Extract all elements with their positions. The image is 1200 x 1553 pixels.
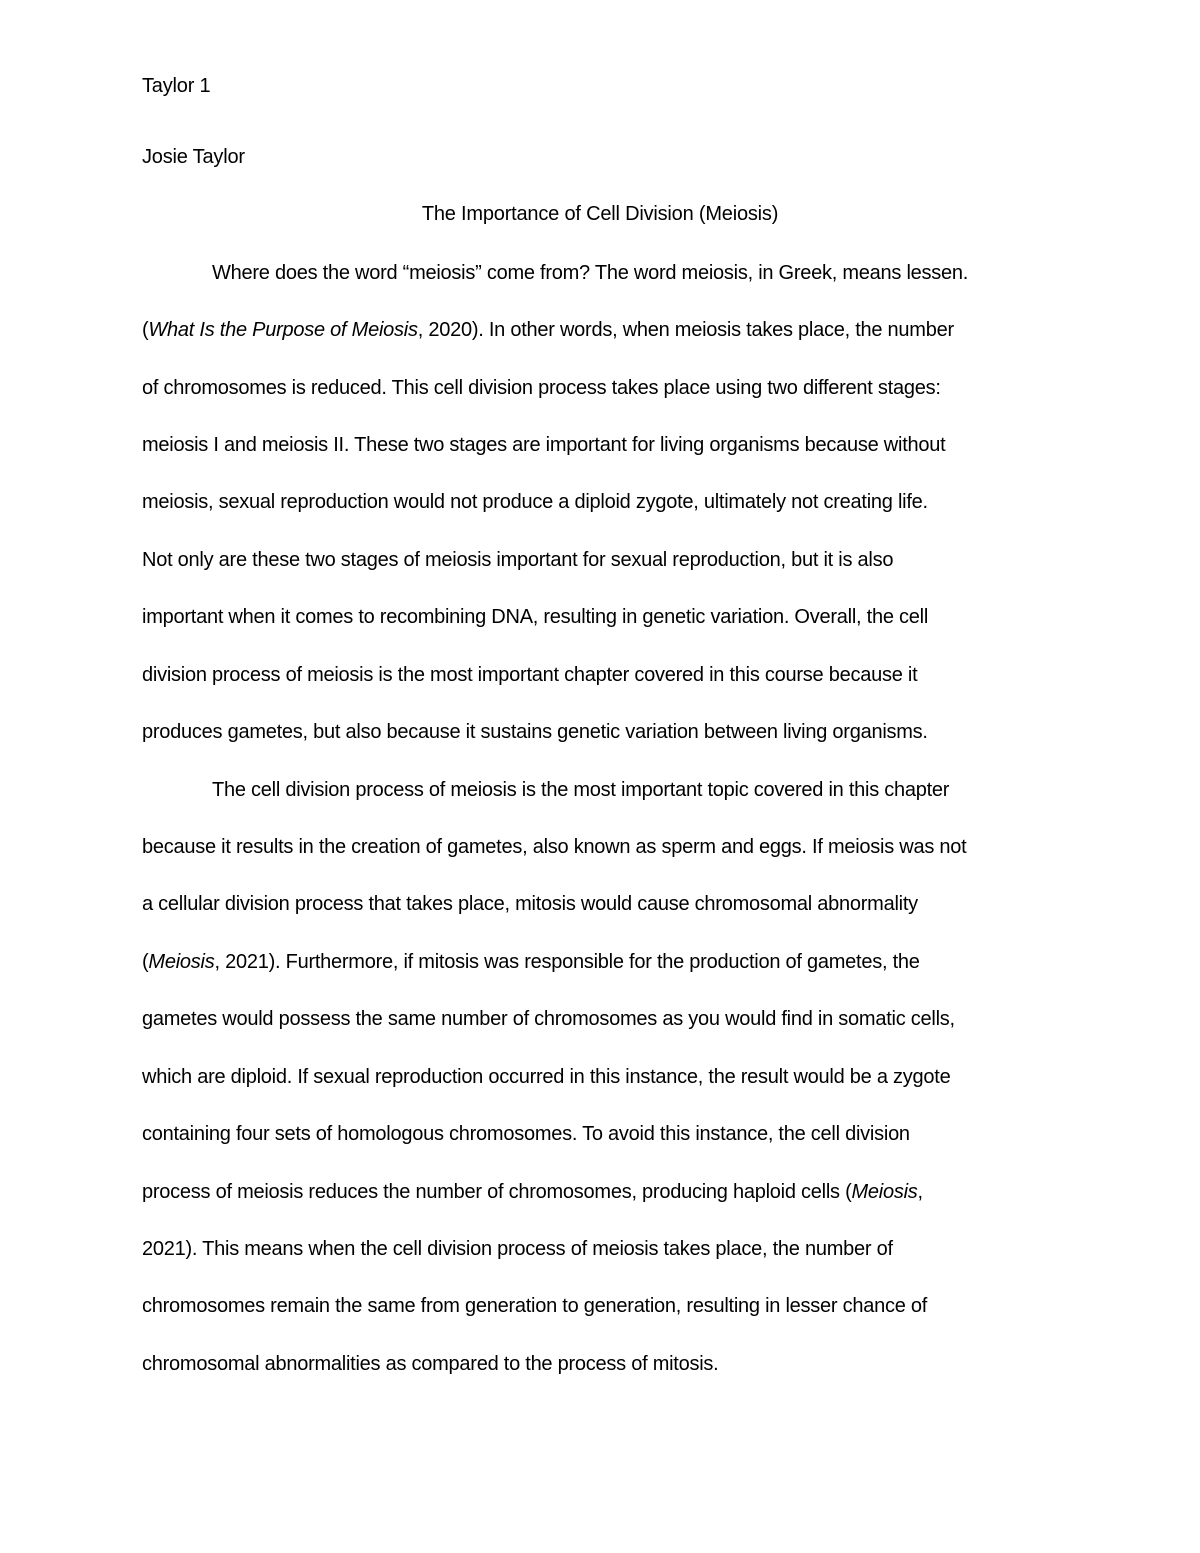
citation-title: What Is the Purpose of Meiosis [148,319,418,341]
citation-title: Meiosis [851,1181,918,1203]
paragraph-line: gametes would possess the same number of chromosomes as you would find in somatic cells, [142,1008,955,1030]
paragraph-line: containing four sets of homologous chromosomes. To avoid this instance, the cell division [142,1123,910,1145]
paragraph-line: a cellular division process that takes place, mitosis would cause chromosomal abnormality [142,893,918,915]
paragraph-line: meiosis, sexual reproduction would not produce a diploid zygote, ultimately not creating life. [142,491,928,513]
author-name: Josie Taylor [142,146,245,168]
running-head: Taylor 1 [142,75,211,97]
paragraph-line: chromosomes remain the same from generation to generation, resulting in lesser chance of [142,1295,928,1317]
essay-title: The Importance of Cell Division (Meiosis) [421,203,779,225]
paragraph-line: which are diploid. If sexual reproduction occurred in this instance, the result would be a zygote [142,1066,951,1088]
paragraph-line: chromosomal abnormalities as compared to the process of mitosis. [142,1353,719,1375]
paragraph-line: process of meiosis reduces the number of chromosomes, producing haploid cells (Meiosis, [142,1181,923,1203]
paragraph-line: produces gametes, but also because it sustains genetic variation between living organisms. [142,721,928,743]
paragraph-line: 2021). This means when the cell division process of meiosis takes place, the number of [142,1238,893,1260]
paragraph-line: because it results in the creation of gametes, also known as sperm and eggs. If meiosis was not [142,836,967,858]
paragraph-line: Not only are these two stages of meiosis important for sexual reproduction, but it is also [142,549,894,571]
paragraph-line: Where does the word “meiosis” come from? The word meiosis, in Greek, means lessen. [212,262,969,284]
paragraph-line: of chromosomes is reduced. This cell division process takes place using two different stages: [142,377,941,399]
paragraph-line: division process of meiosis is the most important chapter covered in this course because it [142,664,918,686]
paragraph-line: important when it comes to recombining DNA, resulting in genetic variation. Overall, the cell [142,606,929,628]
paragraph-line: (What Is the Purpose of Meiosis, 2020). In other words, when meiosis takes place, the number [142,319,954,341]
paragraph-line: meiosis I and meiosis II. These two stages are important for living organisms because without [142,434,946,456]
citation-title: Meiosis [148,951,215,973]
paragraph-line: The cell division process of meiosis is the most important topic covered in this chapter [212,779,950,801]
paragraph-line: (Meiosis, 2021). Furthermore, if mitosis was responsible for the production of gametes, the [142,951,920,973]
